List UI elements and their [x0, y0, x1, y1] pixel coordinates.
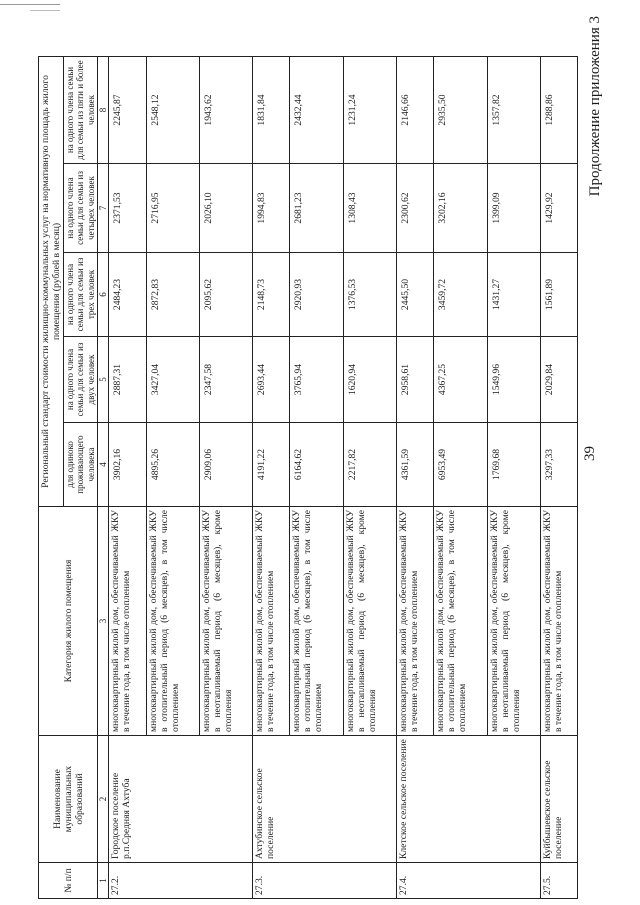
- appendix-title: Продолжение приложения 3: [587, 16, 603, 197]
- row-number: 27.5.: [540, 863, 577, 899]
- cost-value: 1620,94: [343, 337, 396, 423]
- cost-value: 2347,58: [199, 337, 252, 423]
- column-index: 8: [98, 56, 109, 163]
- table-row: [540, 56, 577, 898]
- cost-value: 1549,96: [487, 337, 540, 423]
- column-index: 1: [98, 863, 109, 899]
- cost-value: 4367,25: [434, 337, 487, 423]
- municipality-name: Куйбышевское сельское поселение: [540, 736, 577, 863]
- header-number: № п/п: [39, 863, 98, 899]
- row-number: 27.3.: [253, 863, 397, 899]
- cost-value: 3427,04: [146, 337, 199, 423]
- subheader-household-size: на одного члена семьи для семьи из трех человек: [64, 253, 98, 337]
- cost-value: 2432,44: [290, 56, 343, 163]
- cost-value: 2029,84: [540, 337, 577, 423]
- cost-value: 6164,62: [290, 423, 343, 507]
- table-body: [109, 56, 578, 898]
- cost-value: 2920,93: [290, 253, 343, 337]
- header-category: Категория жилого помещения: [39, 507, 98, 736]
- cost-value: 2935,50: [434, 56, 487, 163]
- housing-category: многоквартирный жилой дом, обеспечиваемый ЖКУ в отопительный период (6 месяцев), в том числе отоплением: [146, 507, 199, 736]
- cost-value: 1357,82: [487, 56, 540, 163]
- housing-category: многоквартирный жилой дом, обеспечиваемый ЖКУ в отопительный период (6 месяцев), в том числе отоплением: [290, 507, 343, 736]
- cost-value: 1231,24: [343, 56, 396, 163]
- cost-value: 3902,16: [109, 423, 146, 507]
- column-index-row: [98, 56, 109, 898]
- cost-value: 3765,94: [290, 337, 343, 423]
- housing-category: многоквартирный жилой дом, обеспечиваемый ЖКУ в течение года, в том числе отоплением: [109, 507, 146, 736]
- cost-value: 2445,50: [397, 253, 434, 337]
- cost-value: 2548,12: [146, 56, 199, 163]
- cost-value: 2484,23: [109, 253, 146, 337]
- cost-value: 1308,43: [343, 164, 396, 253]
- cost-value: 1831,84: [253, 56, 290, 163]
- cost-value: 1994,83: [253, 164, 290, 253]
- cost-value: 2693,44: [253, 337, 290, 423]
- table-row: [109, 56, 146, 898]
- cost-value: 2217,82: [343, 423, 396, 507]
- cost-value: 2958,61: [397, 337, 434, 423]
- cost-value: 2146,66: [397, 56, 434, 163]
- cost-value: 1943,62: [199, 56, 252, 163]
- table-row: [253, 56, 290, 898]
- subheader-household-size: на одного члена семьи для семьи из четырех человек: [64, 164, 98, 253]
- cost-value: 3459,72: [434, 253, 487, 337]
- cost-value: 2371,53: [109, 164, 146, 253]
- cost-value: 1376,53: [343, 253, 396, 337]
- column-index: 5: [98, 337, 109, 423]
- subheader-household-size: для одиноко проживающего человека: [64, 423, 98, 507]
- cost-value: 4895,26: [146, 423, 199, 507]
- subheader-household-size: на одного члена семьи для семьи из двух человек: [64, 337, 98, 423]
- row-number: 27.4.: [397, 863, 541, 899]
- cost-value: 3202,16: [434, 164, 487, 253]
- housing-category: многоквартирный жилой дом, обеспечиваемый ЖКУ в течение года, в том числе отоплением: [253, 507, 290, 736]
- cost-value: 1561,89: [540, 253, 577, 337]
- table-row: [397, 56, 434, 898]
- cost-value: 2909,06: [199, 423, 252, 507]
- cost-value: 1431,27: [487, 253, 540, 337]
- housing-category: многоквартирный жилой дом, обеспечиваемый ЖКУ в неотапливаемый период (6 месяцев), кроме отопления: [487, 507, 540, 736]
- municipality-name: Ахтубинское сельское поселение: [253, 736, 397, 863]
- housing-category: многоквартирный жилой дом, обеспечиваемый ЖКУ в неотапливаемый период (6 месяцев), кроме отопления: [343, 507, 396, 736]
- subheader-household-size: на одного члена семьи для семьи из пяти и более человек: [64, 56, 98, 163]
- cost-value: 2681,23: [290, 164, 343, 253]
- column-index: 4: [98, 423, 109, 507]
- cost-value: 2026,10: [199, 164, 252, 253]
- cost-value: 4191,22: [253, 423, 290, 507]
- housing-category: многоквартирный жилой дом, обеспечиваемый ЖКУ в течение года, в том числе отоплением: [397, 507, 434, 736]
- housing-category: многоквартирный жилой дом, обеспечиваемый ЖКУ в течение года, в том числе отоплением: [540, 507, 577, 736]
- header-standard: Региональный стандарт стоимости жилищно-коммунальных услуг на нормативную площадь жилого помещения (рублей в месяц): [39, 56, 64, 506]
- cost-value: 2887,31: [109, 337, 146, 423]
- cost-value: 2148,73: [253, 253, 290, 337]
- cost-value: 2872,83: [146, 253, 199, 337]
- cost-value: 4361,59: [397, 423, 434, 507]
- cost-value: 1288,86: [540, 56, 577, 163]
- cost-value: 2300,62: [397, 164, 434, 253]
- housing-cost-table: [38, 56, 578, 899]
- cost-value: 1399,09: [487, 164, 540, 253]
- housing-category: многоквартирный жилой дом, обеспечиваемый ЖКУ в отопительный период (6 месяцев), в том числе отоплением: [434, 507, 487, 736]
- column-index: 6: [98, 253, 109, 337]
- cost-value: 2245,87: [109, 56, 146, 163]
- cost-value: 2095,62: [199, 253, 252, 337]
- cost-value: 3297,33: [540, 423, 577, 507]
- row-number: 27.2.: [109, 863, 253, 899]
- column-index: 7: [98, 164, 109, 253]
- cost-value: 1769,68: [487, 423, 540, 507]
- municipality-name: Городское поселение р.п.Средняя Ахтуба: [109, 736, 253, 863]
- page-number: 39: [582, 446, 598, 461]
- column-index: 2: [98, 736, 109, 863]
- municipality-name: Клетское сельское поселение: [397, 736, 541, 863]
- cost-value: 2716,95: [146, 164, 199, 253]
- housing-category: многоквартирный жилой дом, обеспечиваемый ЖКУ в неотапливаемый период (6 месяцев), кроме отопления: [199, 507, 252, 736]
- column-index: 3: [98, 507, 109, 736]
- cost-value: 6953,49: [434, 423, 487, 507]
- header-municipality: Наименование муниципальных образований: [39, 736, 98, 863]
- cost-value: 1429,92: [540, 164, 577, 253]
